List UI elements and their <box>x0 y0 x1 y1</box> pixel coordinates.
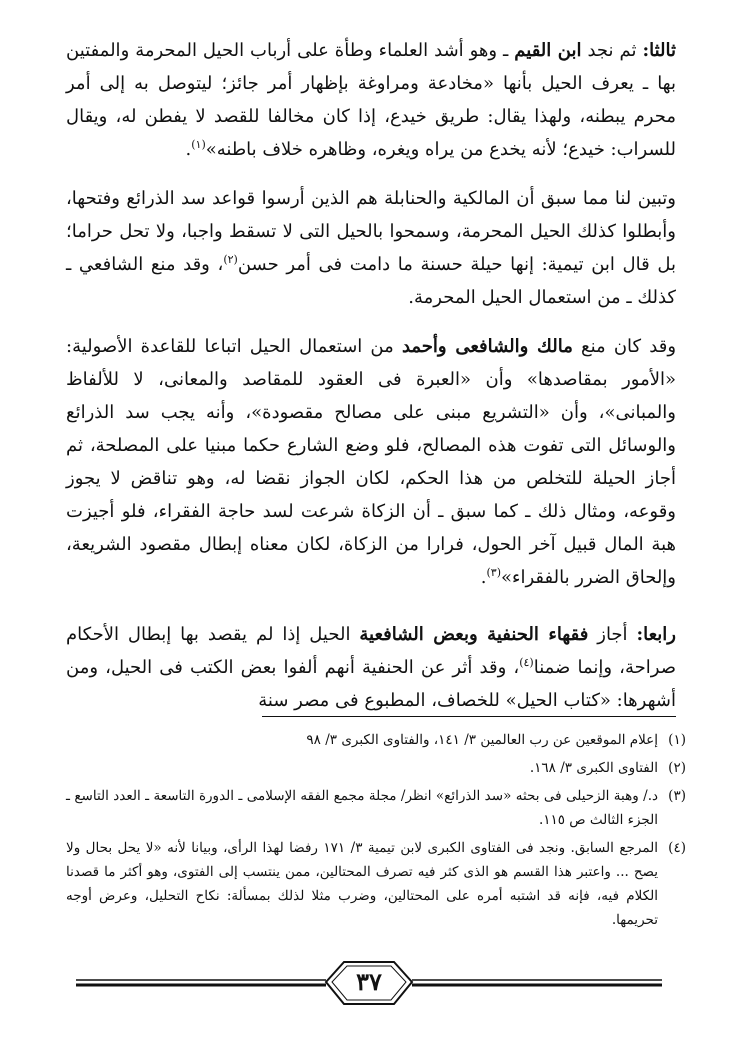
footnote-ref: (٢) <box>223 253 238 266</box>
footnote-ref: (٤) <box>519 656 534 669</box>
footnote-item <box>66 728 686 752</box>
footnote-text: د./ وهبة الزحيلى فى بحثه «سد الذرائع» انظر/ مجلة مجمع الفقه الإسلامى ـ الدورة التاسعة ـ العدد التاسع ـ الجزء الثالث ص ١١٥. <box>66 788 658 828</box>
text-segment: أجاز <box>588 624 637 645</box>
footnote-ref: (٣) <box>486 566 501 579</box>
paragraph <box>66 182 676 314</box>
footnote-item <box>66 756 686 780</box>
text-segment: ـ وهو أشد العلماء وطأة على أرباب الحيل المحرمة والمفتين بها ـ يعرف الحيل بأنها «مخادعة ومراوغة بإظهار أمر جائز؛ ليتوصل به إلى أمر محرم يبطنه، ولهذا يقال: طريق خيدع، إذا كان مخالفا للقصد لا يفطن له، ويقال للسراب: خيدع؛ لأنه يخدع من يراه ويغره، وظاهره خلاف باطنه» <box>66 40 676 160</box>
footnote-number: (١) <box>668 732 686 748</box>
footnote-item <box>66 836 686 932</box>
footnote-number: (٣) <box>668 788 686 804</box>
text-segment: . <box>480 567 487 588</box>
paragraph <box>66 618 676 717</box>
text-segment: وقد كان منع <box>572 336 677 357</box>
footnote-text: إعلام الموقعين عن رب العالمين ٣/ ١٤١، والفتاوى الكبرى ٣/ ٩٨ <box>306 732 658 748</box>
paragraph <box>66 330 676 594</box>
footnote-text: المرجع السابق. ونجد فى الفتاوى الكبرى لابن تيمية ٣/ ١٧١ رفضا لهذا الرأى، وبيانا لأنه «لا يحل بحال ولا يصح ... واعتبر هذا القسم هو الذى كثر فيه تصرف المحتالين، ممن ينتسب إلى الفتوى، وهو أكثر ما قصدنا الكلام فيه، فإنه قد اشتبه أمره على المحتالين، وضرب مثلا لذلك بمسألة: نكاح التحليل، وعرض أوجه تحريمها. <box>66 840 658 928</box>
paragraph <box>66 34 676 166</box>
page-number: ٣٧ <box>356 967 382 996</box>
bold-text: مالك والشافعى وأحمد <box>401 336 573 357</box>
text-segment: ، وقد أثر عن الحنفية أنهم ألفوا بعض الكتب فى الحيل، ومن أشهرها: «كتاب الحيل» للخصاف، المطبوع فى مصر سنة <box>66 657 676 711</box>
footnote-ref: (١) <box>191 138 206 151</box>
text-segment: ثم نجد <box>581 40 643 61</box>
footnote-number: (٤) <box>668 840 686 856</box>
paragraph-lead: ثالثا: <box>642 40 676 61</box>
page-number-frame <box>76 960 662 1006</box>
text-segment: من استعمال الحيل اتباعا للقاعدة الأصولية: «الأمور بمقاصدها» وأن «العبرة فى العقود للمقاصد والمعانى، لا للألفاظ والمبانى»، وأن «التشريع مبنى على مصالح مقصودة»، وأنه يجب سد الذرائع والوسائل التى تفوت هذه المصالح، فلو وضع الشارع حكما مبنيا على المصلحة، ثم أجاز الحيلة للتخلص من هذا الحكم، لكان الجواز نقضا له، وهو تناقض لا يجوز وقوعه، ومثال ذلك ـ كما سبق ـ أن الزكاة شرعت لسد حاجة الفقراء، فلو أجيزت هبة المال قبيل آخر الحول، فرارا من الزكاة، لكان معناه إبطال مقصود الشريعة، وإلحاق الضرر بالفقراء» <box>66 336 676 588</box>
footnote-text: الفتاوى الكبرى ٣/ ١٦٨. <box>529 760 658 776</box>
text-segment: الحيل إذا لم يقصد بها إبطال الأحكام صراحة، وإنما ضمنا <box>66 624 676 678</box>
footnote-separator <box>262 716 676 717</box>
text-segment: ، وقد منع الشافعي ـ كذلك ـ من استعمال الحيل المحرمة. <box>66 254 676 308</box>
footnote-number: (٢) <box>668 760 686 776</box>
bold-text: فقهاء الحنفية وبعض الشافعية <box>359 624 589 645</box>
footnotes <box>66 728 686 936</box>
text-segment: . <box>185 139 192 160</box>
footnote-item <box>66 784 686 832</box>
main-text <box>66 34 676 733</box>
text-segment: وتبين لنا مما سبق أن المالكية والحنابلة هم الذين أرسوا قواعد سد الذرائع وفتحها، وأبطلوا كذلك الحيل المحرمة، وسمحوا بالحيل التى لا تسقط واجبا، ولا تحل حراما؛ بل قال ابن تيمية: إنها حيلة حسنة ما دامت فى أمر حسن <box>66 188 676 275</box>
paragraph-lead: رابعا: <box>636 624 676 645</box>
bold-text: ابن القيم <box>514 40 582 61</box>
